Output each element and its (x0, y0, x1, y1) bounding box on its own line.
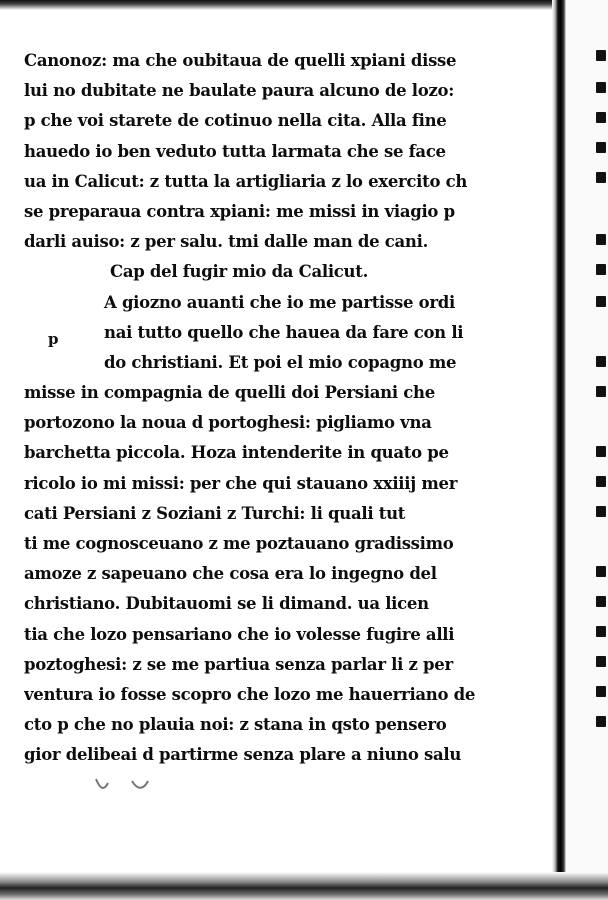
facing-page-edge (566, 0, 608, 900)
facing-page-glyph (596, 234, 606, 245)
text-line: ricolo io mi missi: per che qui stauano xxiiij mer (24, 473, 458, 493)
facing-page-glyph (596, 566, 606, 577)
text-line: christiano. Dubitauomi se li dimand. ua licen (24, 594, 429, 614)
incunable-text-block (24, 46, 520, 771)
facing-page-glyph (596, 626, 606, 637)
ink-smudge (92, 775, 162, 795)
facing-page-glyph (596, 112, 606, 123)
text-line: ua in Calicut: z tutta la artigliaria z lo exercito ch (24, 171, 468, 191)
facing-page-glyph (596, 656, 606, 667)
text-line: ti me cognosceuano z me poztauano gradissimo (24, 534, 454, 553)
text-line: portozono la noua d portoghesi: pigliamo vna (24, 413, 432, 433)
facing-page-glyph (596, 142, 606, 153)
text-line: Canonoz: ma che oubitaua de quelli xpiani disse (24, 51, 457, 70)
text-line: misse in compagnia de quelli doi Persiani che (24, 383, 435, 403)
facing-page-glyph (596, 446, 606, 457)
text-line: do christiani. Et poi el mio copagno me (104, 352, 457, 372)
facing-page-glyph (596, 686, 606, 697)
facing-page-glyph (596, 476, 606, 487)
text-line: gior delibeai d partirme senza plare a niuno salu (24, 745, 462, 765)
scan-bottom-edge (0, 872, 608, 900)
text-line: hauedo io ben veduto tutta larmata che se face (24, 141, 446, 161)
text-line: p che voi starete de cotinuo nella cita. Alla fine (24, 111, 447, 131)
facing-page-glyph (596, 716, 606, 727)
facing-page-glyph (596, 506, 606, 517)
facing-page-glyph (596, 50, 606, 61)
facing-page-glyph (596, 386, 606, 397)
text-line: ventura io fosse scopro che lozo me hauerriano de (24, 684, 476, 704)
facing-page-glyph (596, 596, 606, 607)
text-line: tia che lozo pensariano che io volesse fugire alli (24, 624, 455, 644)
text-line: darli auiso: z per salu. tmi dalle man de cani. (24, 232, 429, 252)
chapter-heading: Cap del fugir mio da Calicut. (110, 262, 369, 282)
text-line: cto p che no plauia noi: z stana in qsto pensero (24, 715, 447, 735)
facing-page-glyph (596, 296, 606, 307)
facing-page-glyph (596, 356, 606, 367)
text-line: lui no dubitate ne baulate paura alcuno de lozo: (24, 81, 455, 101)
book-gutter (552, 0, 566, 900)
facing-page-glyph (596, 172, 606, 183)
scan-top-edge (0, 0, 608, 10)
text-line: cati Persiani z Soziani z Turchi: li quali tut (24, 503, 406, 523)
text-line: nai tutto quello che hauea da fare con li (104, 322, 464, 342)
text-line: A giozno auanti che io me partisse ordi (104, 292, 455, 312)
text-line: se preparaua contra xpiani: me missi in viagio p (24, 201, 455, 221)
text-line: amoze z sapeuano che cosa era lo ingegno del (24, 564, 437, 584)
text-line: poztoghesi: z se me partiua senza parlar li z per (24, 654, 453, 674)
margin-note: p (48, 330, 59, 348)
facing-page-glyph (596, 82, 606, 93)
facing-page-glyph (596, 264, 606, 275)
text-line: barchetta piccola. Hoza intenderite in quato pe (24, 443, 449, 463)
